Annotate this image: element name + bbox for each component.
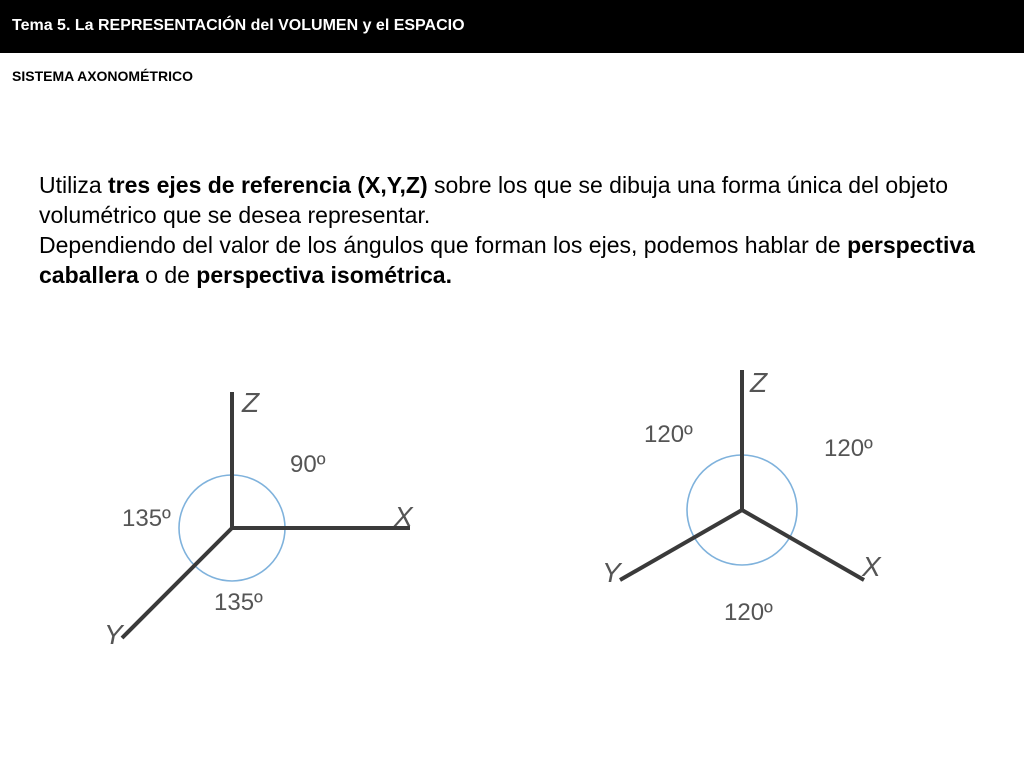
isometric-label-x: X: [862, 551, 881, 582]
header-title: Tema 5. La REPRESENTACIÓN del VOLUMEN y el ESPACIO: [12, 17, 465, 34]
axes-diagrams: [0, 320, 1024, 700]
isometric-angle-zy: 120º: [644, 421, 693, 448]
p2-text-c: o de: [138, 262, 197, 288]
isometric-label-z: Z: [750, 367, 768, 398]
isometric-axis-x-line: [742, 510, 864, 580]
p2-bold-isometric: perspectiva isométrica.: [196, 262, 452, 288]
isometric-angle-xy: 120º: [724, 599, 773, 626]
paragraph-axes: [39, 170, 999, 230]
cavalier-label-y: Y: [104, 619, 123, 650]
p1-text-a: Utiliza: [39, 172, 109, 198]
cavalier-axis-y-line: [122, 528, 232, 638]
p1-text-c: sobre los que se dibuja una forma única del objeto volumétrico que se desea representar.: [39, 172, 949, 228]
p2-bold-cavalier: perspectiva caballera: [39, 232, 975, 288]
isometric-axis-y-line: [620, 510, 742, 580]
cavalier-label-z: Z: [242, 387, 260, 418]
header-bar: [0, 0, 1024, 53]
section-title: SISTEMA AXONOMÉTRICO: [12, 68, 193, 84]
cavalier-angle-zy: 135º: [122, 505, 171, 532]
cavalier-diagram: [104, 387, 414, 650]
p2-text-a: Dependiendo del valor de los ángulos que forman los ejes, podemos hablar de: [39, 232, 848, 258]
body-text: [39, 170, 999, 290]
cavalier-angle-xy: 135º: [214, 589, 263, 616]
isometric-diagram: [602, 367, 882, 626]
cavalier-label-x: X: [394, 501, 413, 532]
cavalier-angle-zx: 90º: [290, 451, 326, 478]
paragraph-perspectives: [39, 230, 999, 290]
p1-bold-axes: tres ejes de referencia (X,Y,Z): [108, 172, 428, 198]
isometric-angle-zx: 120º: [824, 435, 873, 462]
isometric-label-y: Y: [602, 557, 621, 588]
